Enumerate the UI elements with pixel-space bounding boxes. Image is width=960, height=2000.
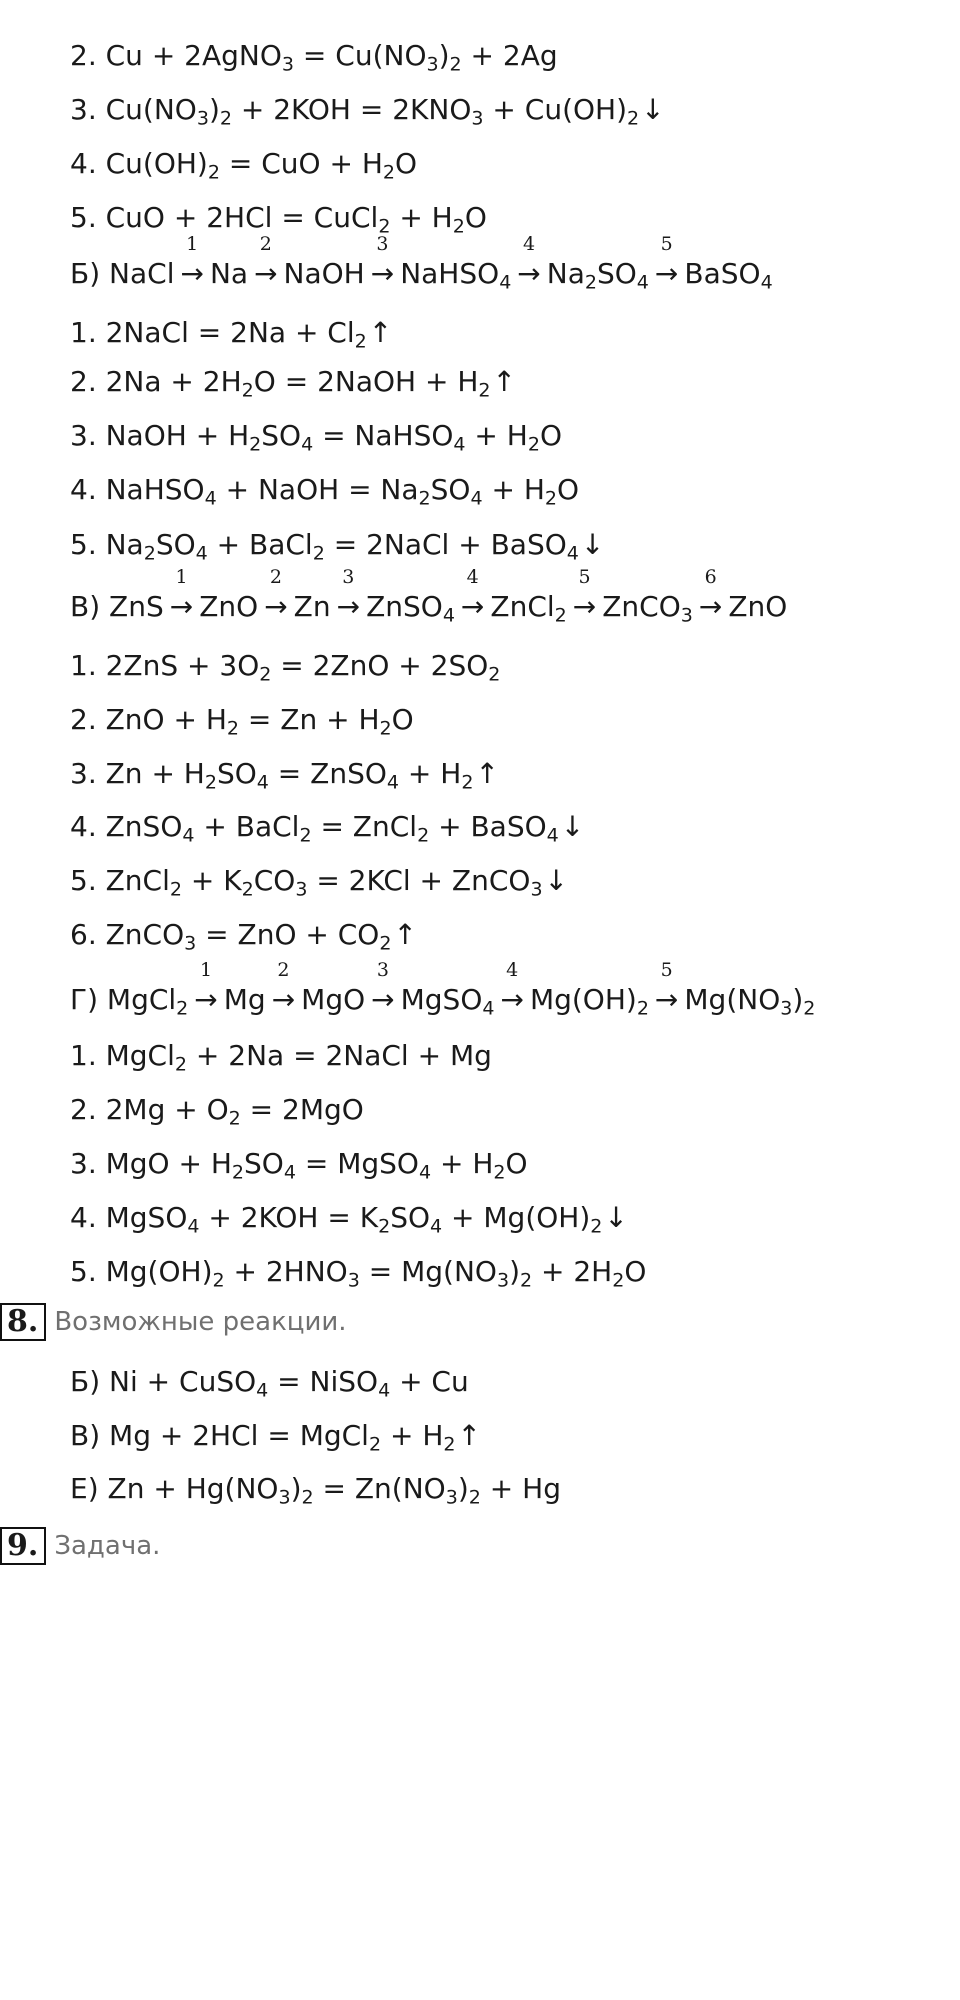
- subscript: 2: [627, 107, 640, 130]
- chain-arrow-icon: 2 →: [271, 959, 296, 1016]
- subscript: 2: [417, 824, 430, 847]
- subscript: 4: [482, 997, 495, 1020]
- step-number: 3: [342, 566, 355, 588]
- chain-substance: ZnCO$_3$: [602, 590, 693, 627]
- gas-arrow-up-icon: ↑: [393, 918, 417, 951]
- subscript: 3: [196, 107, 209, 130]
- subscript: 2: [636, 997, 649, 1020]
- equation-line: 5. CuO + 2HCl = CuCl$_2$ + $H_2O$: [70, 201, 487, 238]
- chain-arrow-icon: 3 →: [371, 959, 395, 1016]
- chain-substance: NaCl: [109, 257, 175, 290]
- equation-line: 1. MgCl$_2$ + 2Na = 2NaCl + Mg: [70, 1039, 492, 1076]
- chain-arrow-icon: 5 →: [654, 233, 679, 290]
- subscript: 4: [182, 824, 195, 847]
- chain-substance: ZnCl$_2$: [490, 590, 567, 627]
- equation-line: 6. ZnCO$_3$ = ZnO + $CO_2↑$: [70, 918, 417, 955]
- subscript: 4: [187, 1215, 200, 1238]
- chain-substance: ZnS: [109, 590, 164, 623]
- subscript: 4: [546, 824, 559, 847]
- chain-substance: NaOH: [283, 257, 365, 290]
- chain-arrow-icon: 1 →: [180, 233, 204, 290]
- task-title: Возможные реакции.: [54, 1307, 347, 1337]
- task-number-badge: 9.: [0, 1527, 46, 1565]
- step-number: 4: [522, 233, 536, 255]
- step-number: 6: [704, 566, 717, 588]
- equation-line: 3. $Zn + H_2SO_4$ = ZnSO$_4$ + $H_2↑$: [70, 757, 499, 794]
- chain-arrow-icon: 4 →: [500, 959, 524, 1016]
- subscript: 2: [378, 215, 391, 238]
- chain-substance: $Mg(NO_3)_2$: [684, 983, 816, 1020]
- equation-line: 2. Cu + 2AgNO$_3$ = $Cu(NO_3)_2 + 2Ag$: [70, 39, 558, 76]
- equation-line: 1. 2NaCl = $2Na + Cl_2↑$: [70, 316, 393, 353]
- subscript: 2: [249, 433, 262, 456]
- transformation-chain: Б) NaCl 1 → Na 2 → NaOH 3 → NaHSO$_4$ 4 → $Na_2SO_4$ 5 → BaSO$_4$: [70, 233, 773, 294]
- step-number: 5: [660, 233, 673, 255]
- subscript: 4: [256, 771, 269, 794]
- subscript: 2: [468, 1486, 481, 1509]
- subscript: 4: [470, 487, 483, 510]
- step-number: 5: [578, 566, 591, 588]
- subscript: 2: [452, 215, 465, 238]
- subscript: 4: [283, 1161, 296, 1184]
- chain-substance: Zn: [293, 590, 331, 623]
- subscript: 4: [386, 771, 400, 794]
- subscript: 2: [312, 542, 325, 565]
- gas-arrow-up-icon: ↑: [368, 316, 393, 349]
- subscript: 4: [195, 542, 208, 565]
- equation-line: 5. $Na_2SO_4$ + BaCl$_2$ = 2NaCl + BaSO$_4$↓: [70, 528, 605, 565]
- chain-arrow-icon: 2 →: [264, 566, 288, 623]
- subscript: 2: [443, 1433, 456, 1456]
- subscript: 2: [207, 161, 220, 184]
- subscript: 2: [520, 1269, 533, 1292]
- chain-substance: NaHSO$_4$: [400, 257, 512, 294]
- subscript: 2: [527, 433, 540, 456]
- task-title: Задача.: [54, 1531, 161, 1561]
- chain-arrow-icon: 3 →: [336, 566, 361, 623]
- subscript: 2: [212, 1269, 225, 1292]
- subscript: 2: [174, 1053, 187, 1076]
- subscript: 3: [445, 1486, 458, 1509]
- task-number-badge: 8.: [0, 1303, 46, 1341]
- chain-substance: Mg: [223, 983, 266, 1016]
- subscript: 2: [259, 663, 272, 686]
- equation-line: 3. $Cu(NO_3)_2 + 2KOH = 2KNO_3$ + $Cu(OH)_2↓$: [70, 93, 665, 130]
- subscript: 4: [760, 271, 773, 294]
- step-number: 1: [186, 233, 199, 255]
- subscript: 2: [354, 330, 367, 353]
- subscript: 2: [382, 161, 395, 184]
- equation-line: 2. ZnO + $H_2 = Zn + H_2O$: [70, 703, 414, 740]
- precipitate-arrow-down-icon: ↓: [604, 1201, 628, 1234]
- subscript: 2: [226, 717, 240, 740]
- subscript: 2: [228, 1107, 241, 1130]
- precipitate-arrow-down-icon: ↓: [580, 528, 605, 561]
- equation-line: 2. $2Na + 2H_2O$ = 2NaOH + $H_2↑$: [70, 365, 516, 402]
- precipitate-arrow-down-icon: ↓: [641, 93, 665, 126]
- subscript: 2: [241, 379, 254, 402]
- task-header: [0, 1303, 347, 1341]
- equation-line: Е) $Zn + Hg(NO_3)_2 = Zn(NO_3)_2 + Hg$: [70, 1472, 561, 1509]
- chain-substance: ZnSO$_4$: [366, 590, 455, 627]
- equation-line: 3. NaOH + $H_2SO_4$ = NaHSO$_4$ + $H_2O$: [70, 419, 562, 456]
- subscript: 4: [256, 1379, 269, 1402]
- chain-substance: ZnO: [728, 590, 788, 623]
- equation-line: 4. NaHSO$_4$ + NaOH = $Na_2SO_4 + H_2O$: [70, 473, 580, 510]
- subscript: 2: [169, 878, 182, 901]
- chain-substance: MgO: [301, 983, 366, 1016]
- precipitate-arrow-down-icon: ↓: [560, 810, 585, 843]
- transformation-chain: В) ZnS 1 → ZnO 2 → Zn 3 → ZnSO$_4$ 4 → ZnCl$_2$ 5 → ZnCO$_3$ 6 → ZnO: [70, 566, 788, 627]
- subscript: 3: [347, 1269, 360, 1292]
- subscript: 2: [301, 1486, 314, 1509]
- subscript: 4: [204, 487, 217, 510]
- subscript: 3: [295, 878, 308, 901]
- subscript: 2: [143, 542, 156, 565]
- subscript: 2: [219, 107, 232, 130]
- gas-arrow-up-icon: ↑: [492, 365, 516, 398]
- equation-line: Б) Ni + CuSO$_4$ = NiSO$_4$ + Cu: [70, 1365, 469, 1402]
- subscript: 3: [780, 997, 793, 1020]
- subscript: 3: [530, 878, 543, 901]
- chain-substance: ZnO: [199, 590, 259, 623]
- subscript: 2: [449, 53, 462, 76]
- subscript: 4: [378, 1379, 391, 1402]
- subscript: 4: [430, 1215, 443, 1238]
- step-number: 1: [175, 566, 188, 588]
- subscript: 2: [803, 997, 816, 1020]
- step-number: 3: [376, 959, 389, 981]
- subscript: 3: [278, 1486, 291, 1509]
- task-header: [0, 1527, 160, 1565]
- equation-line: 4. MgSO$_4$ + $2KOH = K_2SO_4$ + $Mg(OH)_2↓$: [70, 1201, 628, 1238]
- equation-line: 4. ZnSO$_4$ + BaCl$_2$ = ZnCl$_2$ + BaSO$_4$↓: [70, 810, 585, 847]
- subscript: 3: [184, 932, 197, 955]
- chain-arrow-icon: 1 →: [169, 566, 194, 623]
- subscript: 3: [496, 1269, 510, 1292]
- subscript: 2: [418, 487, 431, 510]
- subscript: 2: [379, 932, 392, 955]
- subscript: 4: [453, 433, 466, 456]
- subscript: 2: [231, 1161, 245, 1184]
- subscript: 4: [442, 604, 455, 627]
- chain-substance: BaSO$_4$: [684, 257, 773, 294]
- subscript: 2: [241, 878, 254, 901]
- subscript: 2: [378, 1215, 391, 1238]
- chain-substance: $Mg(OH)_2$: [529, 983, 649, 1020]
- precipitate-arrow-down-icon: ↓: [544, 864, 569, 897]
- subscript: 4: [636, 271, 649, 294]
- subscript: 2: [488, 663, 501, 686]
- subscript: 2: [554, 604, 567, 627]
- equation-line: 3. MgO + $H_2SO_4$ = MgSO$_4$ + $H_2O$: [70, 1147, 528, 1184]
- chain-arrow-icon: 4 →: [460, 566, 485, 623]
- equation-line: 2. $2Mg + O_2 = 2MgO$: [70, 1093, 364, 1130]
- subscript: 2: [461, 771, 474, 794]
- subscript: 4: [499, 271, 512, 294]
- step-number: 2: [259, 233, 272, 255]
- step-number: 5: [660, 959, 673, 981]
- step-number: 1: [199, 959, 213, 981]
- subscript: 2: [612, 1269, 625, 1292]
- subscript: 2: [368, 1433, 382, 1456]
- chain-substance: MgCl$_2$: [106, 983, 189, 1020]
- subscript: 3: [471, 107, 484, 130]
- chain-substance: Na: [209, 257, 249, 290]
- subscript: 2: [493, 1161, 506, 1184]
- chain-arrow-icon: 4 →: [517, 233, 541, 290]
- step-number: 4: [506, 959, 519, 981]
- subscript: 2: [544, 487, 557, 510]
- equation-line: 5. ZnCl$_2$ + $K_2CO_3 = 2KCl$ + ZnCO$_3$↓: [70, 864, 569, 901]
- equation-line: 4. $Cu(OH)_2$ = CuO + $H_2O$: [70, 147, 418, 184]
- subscript: 4: [566, 542, 579, 565]
- subscript: 4: [418, 1161, 432, 1184]
- subscript: 2: [584, 271, 597, 294]
- step-number: 4: [466, 566, 479, 588]
- equation-line: 1. $2ZnS + 3O_2 = 2ZnO + 2SO_2$: [70, 649, 501, 686]
- step-number: 2: [277, 959, 290, 981]
- gas-arrow-up-icon: ↑: [475, 757, 499, 790]
- step-number: 2: [269, 566, 282, 588]
- equation-line: В) Mg + 2HCl = MgCl$_2$ + $H_2↑$: [70, 1419, 481, 1456]
- subscript: 4: [301, 433, 314, 456]
- transformation-chain: Г) MgCl$_2$ 1 → Mg 2 → MgO 3 → MgSO$_4$ 4 → $Mg(OH)_2$ 5 → $Mg(NO_3)_2$: [70, 959, 816, 1020]
- gas-arrow-up-icon: ↑: [457, 1419, 481, 1452]
- equation-line: 5. $Mg(OH)_2 + 2HNO_3 = Mg(NO_3)_2 + 2H_2O$: [70, 1255, 647, 1292]
- subscript: 3: [281, 53, 295, 76]
- subscript: 2: [204, 771, 217, 794]
- subscript: 2: [478, 379, 491, 402]
- subscript: 2: [176, 997, 189, 1020]
- subscript: 2: [590, 1215, 603, 1238]
- chain-substance: MgSO$_4$: [400, 983, 495, 1020]
- subscript: 2: [299, 824, 312, 847]
- chain-arrow-icon: 5 →: [654, 959, 679, 1016]
- chain-substance: $Na_2SO_4$: [546, 257, 649, 294]
- chain-arrow-icon: 3 →: [370, 233, 395, 290]
- subscript: 3: [426, 53, 439, 76]
- step-number: 3: [376, 233, 389, 255]
- chain-arrow-icon: 6 →: [698, 566, 723, 623]
- chain-arrow-icon: 2 →: [254, 233, 278, 290]
- chain-arrow-icon: 1 →: [194, 959, 218, 1016]
- subscript: 3: [680, 604, 693, 627]
- chain-arrow-icon: 5 →: [572, 566, 597, 623]
- subscript: 2: [379, 717, 392, 740]
